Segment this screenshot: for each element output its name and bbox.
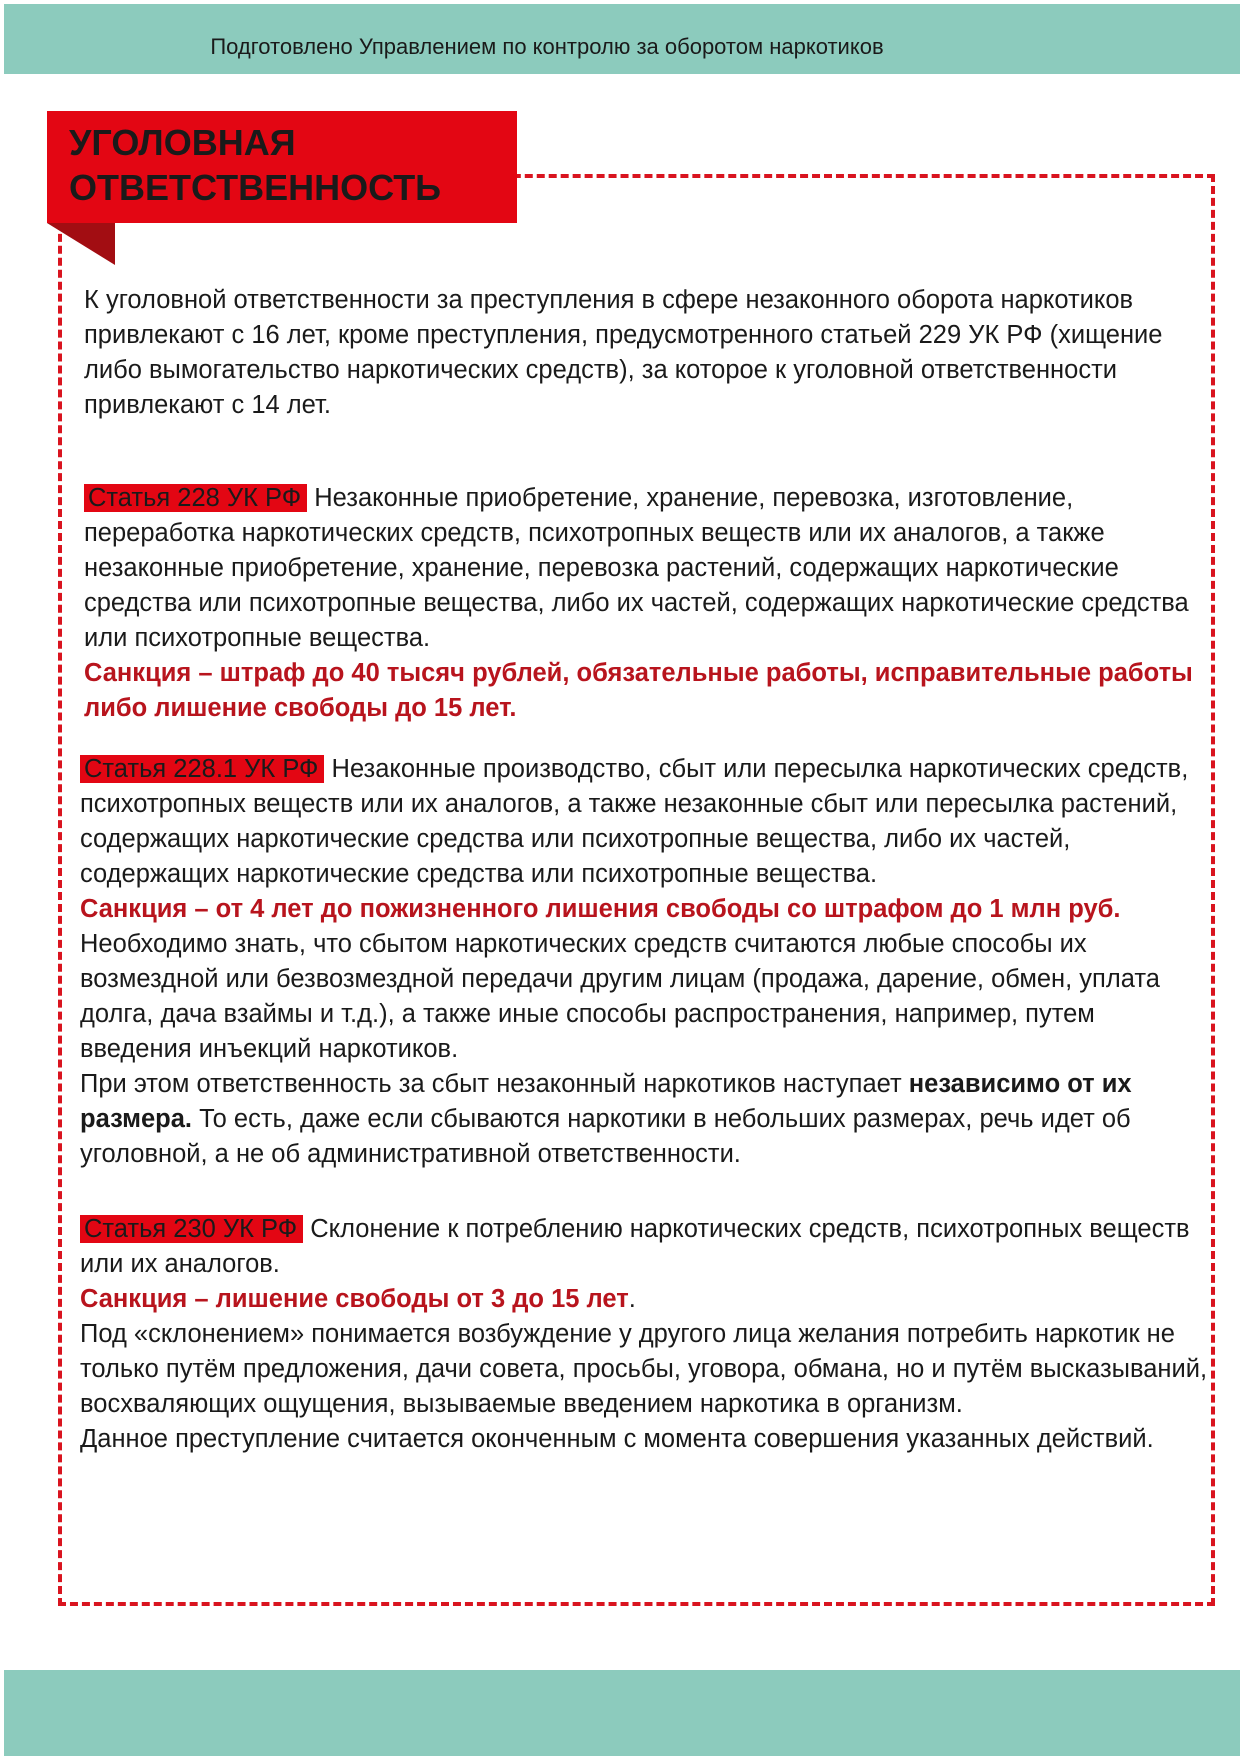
- note-2-start: При этом ответственность за сбыт незаконный наркотиков наступает: [80, 1070, 909, 1098]
- ribbon-fold: [47, 223, 115, 265]
- article-230: [80, 1212, 1210, 1457]
- article-228-text: [84, 481, 1210, 656]
- article-228-1-description: Незаконные производство, сбыт или пересылка наркотических средств, психотропных веществ или их аналогов, а также незаконные сбыт или пересылка растений, содержащих наркотические средства или психотропные вещества, либо их частей, содержащих наркотические средства или психотропные вещества.: [80, 755, 1189, 888]
- footer-band: [4, 1670, 1240, 1756]
- article-230-description: Склонение к потреблению наркотических средств, психотропных веществ или их аналогов.: [80, 1215, 1190, 1278]
- article-228-1: [80, 752, 1210, 1172]
- note-2-bold: независимо от их размера.: [80, 1070, 1132, 1133]
- intro-paragraph: К уголовной ответственности за преступления в сфере незаконного оборота наркотиков привлекают с 16 лет, кроме преступления, предусмотренного статьей 229 УК РФ (хищение либо вымогательство наркотических средств), за которое к уголовной ответственности привлекают с 14 лет.: [84, 286, 1163, 419]
- article-230-note-1: Под «склонением» понимается возбуждение у другого лица желания потребить наркотик не только путём предложения, дачи совета, просьбы, уговора, обмана, но и путём высказываний, восхваляющих ощущения, вызываемые введением наркотика в организм.: [80, 1320, 1208, 1418]
- article-230-sanction: Санкция – лишение свободы от 3 до 15 лет: [80, 1285, 629, 1313]
- article-230-text: [80, 1212, 1210, 1282]
- article-228-description: Незаконные приобретение, хранение, перевозка, изготовление, переработка наркотических средств, психотропных веществ или их аналогов, а также незаконные приобретение, хранение, перевозка растений, содержащих наркотические средства или психотропные вещества, либо их частей, содержащих наркотические средства или психотропные вещества.: [84, 484, 1189, 652]
- article-228-1-note-1: Необходимо знать, что сбытом наркотических средств считаются любые способы их возмездной или безвозмездной передачи другим лицам (продажа, дарение, обмен, уплата долга, дача взаймы и т.д.), а также иные способы распространения, например, путем введения инъекций наркотиков.: [80, 930, 1160, 1063]
- page-title: [47, 111, 517, 223]
- article-228-1-badge: Статья 228.1 УК РФ: [80, 755, 324, 783]
- article-228-sanction: Санкция – штраф до 40 тысяч рублей, обязательные работы, исправительные работы либо лишение свободы до 15 лет.: [84, 659, 1193, 722]
- header-organization: Подготовлено Управлением по контролю за оборотом наркотиков: [210, 34, 884, 59]
- article-230-sanction-dot: .: [628, 1285, 636, 1313]
- article-228: [80, 481, 1210, 726]
- article-230-note-2: Данное преступление считается оконченным с момента совершения указанных действий.: [80, 1425, 1154, 1453]
- title-line-1: УГОЛОВНАЯ: [69, 122, 296, 163]
- note-2-end: То есть, даже если сбываются наркотики в небольших размерах, речь идет об уголовной, а не об административной ответственности.: [80, 1105, 1131, 1168]
- article-228-1-text: [80, 752, 1210, 892]
- article-228-badge: Статья 228 УК РФ: [84, 484, 307, 512]
- article-230-badge: Статья 230 УК РФ: [80, 1215, 303, 1243]
- article-228-1-sanction: Санкция – от 4 лет до пожизненного лишения свободы со штрафом до 1 млн руб.: [80, 895, 1121, 923]
- main-content: [80, 283, 1210, 1457]
- article-228-1-note-2: [80, 1067, 1210, 1172]
- header-band: [4, 4, 1240, 74]
- article-230-sanction-line: [80, 1282, 1210, 1317]
- title-line-2: ОТВЕТСТВЕННОСТЬ: [69, 167, 442, 208]
